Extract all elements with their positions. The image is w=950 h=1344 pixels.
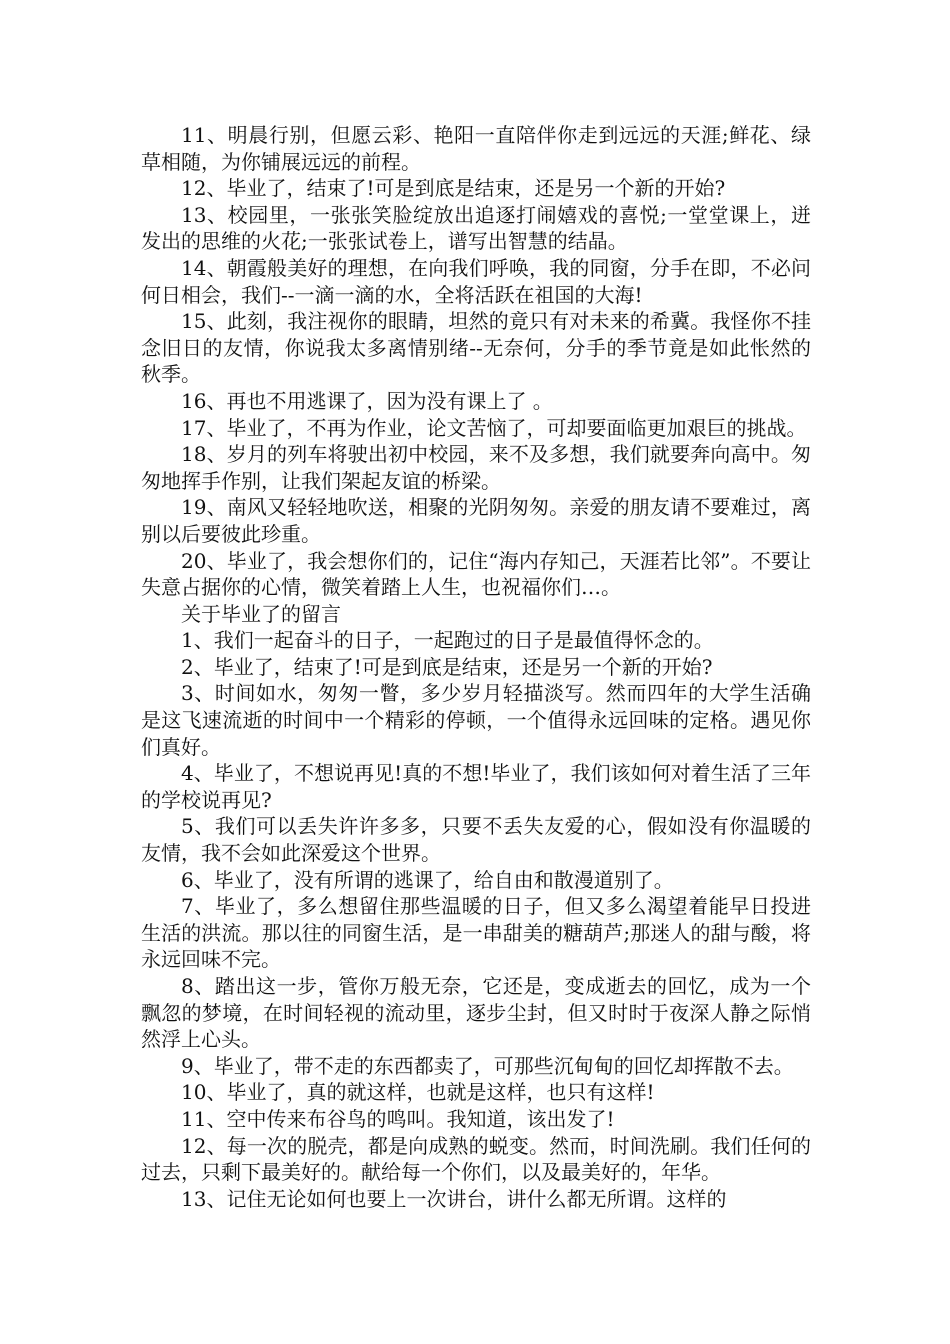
paragraph-19a: 19、南风又轻轻地吹送，相聚的光阴匆匆。亲爱的朋友请不要难过，离别以后要彼此珍重。: [141, 495, 811, 546]
paragraph-4: 4、毕业了，不想说再见!真的不想!毕业了，我们该如何对着生活了三年的学校说再见?: [141, 761, 811, 812]
paragraph-11a: 11、明晨行别，但愿云彩、艳阳一直陪伴你走到远远的天涯;鲜花、绿草相随，为你铺展远远的前程。: [141, 123, 811, 174]
paragraph-14a: 14、朝霞般美好的理想，在向我们呼唤，我的同窗，分手在即，不必问何日相会，我们--一滴一滴的水，全将活跃在祖国的大海!: [141, 255, 811, 307]
paragraph-13a: 13、校园里，一张张笑脸绽放出追逐打闹嬉戏的喜悦;一堂堂课上，迸发出的思维的火花;一张张试卷上，谱写出智慧的结晶。: [141, 202, 811, 254]
document-body: [141, 122, 811, 1212]
paragraph-1: 1、我们一起奋斗的日子，一起跑过的日子是最值得怀念的。: [181, 628, 714, 653]
paragraph-9: 9、毕业了，带不走的东西都卖了，可那些沉甸甸的回忆却挥散不去。: [181, 1053, 794, 1078]
paragraph-7: 7、毕业了，多么想留住那些温暖的日子，但又多么渴望着能早日投进生活的洪流。那以往的同窗生活，是一串甜美的糖葫芦;那迷人的甜与酸，将永远回味不完。: [141, 894, 811, 972]
paragraph-2: 2、毕业了，结束了!可是到底是结束，还是另一个新的开始?: [181, 654, 713, 679]
paragraph-16a: 16、再也不用逃课了，因为没有课上了 。: [181, 388, 553, 413]
paragraph-5: 5、我们可以丢失许许多多，只要不丢失友爱的心，假如没有你温暖的友情，我不会如此深爱这个世界。: [141, 814, 811, 866]
paragraph-12a: 12、毕业了，结束了!可是到底是结束，还是另一个新的开始?: [181, 176, 726, 201]
paragraph-13b: 13、记住无论如何也要上一次讲台，讲什么都无所谓。这样的: [181, 1186, 727, 1211]
paragraph-12b: 12、每一次的脱壳，都是向成熟的蜕变。然而，时间洗刷。我们任何的过去，只剩下最美好的。献给每一个你们，以及最美好的，年华。: [141, 1133, 811, 1185]
paragraph-18a: 18、岁月的列车将驶出初中校园，来不及多想，我们就要奔向高中。匆匆地挥手作别，让我们架起友谊的桥梁。: [141, 442, 811, 493]
paragraph-3: 3、时间如水，匆匆一瞥，多少岁月轻描淡写。然而四年的大学生活确是这飞速流逝的时间中一个精彩的停顿，一个值得永远回味的定格。遇见你们真好。: [141, 681, 811, 759]
paragraph-8: 8、踏出这一步，管你万般无奈，它还是，变成逝去的回忆，成为一个飘忽的梦境，在时间轻视的流动里，逐步尘封，但又时时于夜深人静之际悄然浮上心头。: [141, 974, 811, 1052]
paragraph-15a: 15、此刻，我注视你的眼睛，坦然的竟只有对未来的希冀。我怪你不挂念旧日的友情，你说我太多离情别绪--无奈何，分手的季节竟是如此怅然的秋季。: [141, 309, 811, 387]
paragraph-6: 6、毕业了，没有所谓的逃课了，给自由和散漫道别了。: [181, 867, 674, 892]
section-heading: 关于毕业了的留言: [181, 601, 341, 626]
paragraph-11b: 11、空中传来布谷鸟的鸣叫。我知道，该出发了!: [181, 1106, 615, 1131]
paragraph-17a: 17、毕业了，不再为作业，论文苦恼了，可却要面临更加艰巨的挑战。: [181, 415, 807, 440]
paragraph-10: 10、毕业了，真的就这样，也就是这样，也只有这样!: [181, 1080, 655, 1105]
paragraph-20a: 20、毕业了，我会想你们的，记住“海内存知己，天涯若比邻”。不要让失意占据你的心情，微笑着踏上人生，也祝福你们…。: [141, 548, 811, 600]
